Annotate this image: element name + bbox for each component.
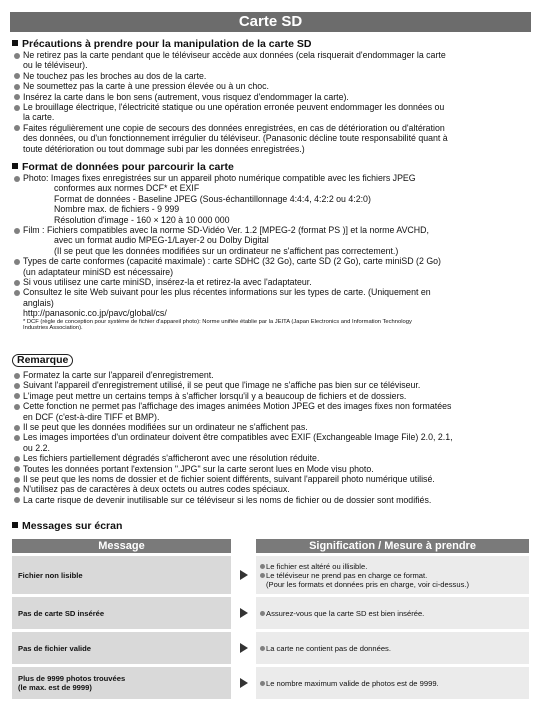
- list-item: Faites régulièrement une copie de secours des données enregistrées, en cas de détérioration ou d'altération des données, ou d'un fonctionnement irrégulier du téléviseur. (Panasonic décline toute responsabilité quant à toute détérioration ou tout dommage subi par les données enregistrées.): [12, 123, 531, 154]
- messages-section: [12, 520, 531, 532]
- list-item: Ne retirez pas la carte pendant que le téléviseur accède aux données (cela risquerait d'endommager la carte ou le téléviseur).: [12, 50, 531, 71]
- card-types-item: Types de carte conformes (capacité maximale) : carte SDHC (32 Go), carte SD (2 Go), carte miniSD (2 Go) (un adaptateur miniSD est nécessaire): [12, 256, 531, 277]
- list-item: Ne touchez pas les broches au dos de la carte.: [12, 71, 531, 81]
- remarque-list: [12, 370, 531, 505]
- list-item: Insérez la carte dans le bon sens (autrement, vous risquez d'endommager la carte).: [12, 92, 531, 102]
- precautions-list: [12, 50, 531, 154]
- messages-heading: Messages sur écran: [12, 520, 531, 532]
- list-item: Il se peut que les noms de dossier et de fichier soient différents, suivant l'appareil photo numérique utilisé.: [12, 474, 531, 484]
- solution-cell: [256, 667, 529, 699]
- solution-cell: [256, 632, 529, 664]
- solution-cell: [256, 556, 529, 594]
- support-url: http://panasonic.co.jp/pavc/global/cs/: [23, 308, 167, 319]
- film-format-item: Film : Fichiers compatibles avec la norme SD-Vidéo Ver. 1.2 [MPEG-2 (format PS )] et la norme AVCHD, avec un format audio MPEG-1/Layer-2 ou Dolby Digital (Il se peut que les données modifiées sur un ordinateur ne s'affichent pas correctement.): [12, 225, 531, 256]
- list-item: Ne soumettez pas la carte à une pression élevée ou à un choc.: [12, 81, 531, 91]
- photo-format-item: Photo: Images fixes enregistrées sur un appareil photo numérique compatible avec les fichiers JPEG conformes aux normes DCF* et EXIF Format de données - Baseline JPEG (Sous-échantillonnage 4:4:4, 4:2:2 ou 4:2:0) Nombre max. de fichiers - 9 999 Résolution d'image - 160 × 120 à 10 000 000: [12, 173, 531, 225]
- list-item: La carte risque de devenir inutilisable sur ce téléviseur si les noms de fichier ou de dossier sont modifiés.: [12, 495, 531, 505]
- table-row: [12, 632, 529, 664]
- list-item: La carte ne contient pas de données.: [258, 644, 529, 653]
- arrow-right-icon: [231, 556, 256, 594]
- page-title: Carte SD: [10, 12, 531, 32]
- list-item: N'utilisez pas de caractères à deux octets ou autres codes spéciaux.: [12, 484, 531, 494]
- message-cell: Pas de carte SD insérée: [12, 597, 231, 629]
- message-cell: Fichier non lisible: [12, 556, 231, 594]
- list-item: Il se peut que les données modifiées sur un ordinateur ne s'affichent pas.: [12, 422, 531, 432]
- list-item: Suivant l'appareil d'enregistrement utilisé, il se peut que l'image ne s'affiche pas bien sur ce téléviseur.: [12, 380, 531, 390]
- list-item: Les images importées d'un ordinateur doivent être compatibles avec EXIF (Exchangeable Image File) 2.0, 2.1, ou 2.2.: [12, 432, 531, 453]
- arrow-right-icon: [231, 597, 256, 629]
- remarque-section: [12, 350, 531, 505]
- message-cell: Plus de 9999 photos trouvées (le max. est de 9999): [12, 667, 231, 699]
- messages-table: [12, 539, 529, 702]
- list-item: Formatez la carte sur l'appareil d'enregistrement.: [12, 370, 531, 380]
- arrow-right-icon: [231, 667, 256, 699]
- arrow-right-icon: [231, 632, 256, 664]
- minisd-item: Si vous utilisez une carte miniSD, insérez-la et retirez-la avec l'adaptateur.: [12, 277, 531, 287]
- list-item: Cette fonction ne permet pas l'affichage des images animées Motion JPEG et des images fixes non formatées en DCF (c'est-à-dire TIFF et BMP).: [12, 401, 531, 422]
- list-item: Toutes les données portant l'extension ".JPG" sur la carte seront lues en Mode visu photo.: [12, 464, 531, 474]
- precautions-heading: Précautions à prendre pour la manipulation de la carte SD: [12, 38, 531, 50]
- format-list: [12, 173, 531, 332]
- precautions-section: [12, 38, 531, 154]
- table-row: [12, 556, 529, 594]
- list-item: Assurez-vous que la carte SD est bien insérée.: [258, 609, 529, 618]
- message-cell: Pas de fichier valide: [12, 632, 231, 664]
- square-bullet-icon: [12, 40, 18, 46]
- list-item: L'image peut mettre un certains temps à s'afficher lorsqu'il y a beaucoup de fichiers et de dossiers.: [12, 391, 531, 401]
- list-item: Le nombre maximum valide de photos est de 9999.: [258, 679, 529, 688]
- list-item: Les fichiers partiellement dégradés s'afficheront avec une résolution réduite.: [12, 453, 531, 463]
- format-heading: Format de données pour parcourir la carte: [12, 161, 531, 173]
- list-item: Le téléviseur ne prend pas en charge ce format. (Pour les formats et données pris en charge, voir ci-dessus.): [258, 571, 529, 589]
- square-bullet-icon: [12, 163, 18, 169]
- column-header-message: Message: [12, 539, 231, 553]
- dcf-footnote: * DCF (règle de conception pour système de fichier d'appareil photo): Norme unifiée établie par la JEITA (Japan Electronics and Information Technology Industries Association).: [23, 318, 412, 332]
- remarque-label: Remarque: [12, 350, 531, 368]
- format-section: [12, 161, 531, 332]
- list-item: Le fichier est altéré ou illisible.: [258, 562, 529, 571]
- table-row: [12, 667, 529, 699]
- square-bullet-icon: [12, 522, 18, 528]
- list-item: Le brouillage électrique, l'électricité statique ou une opération erronée peuvent endommager les données ou la carte.: [12, 102, 531, 123]
- solution-cell: [256, 597, 529, 629]
- column-header-solution: Signification / Mesure à prendre: [256, 539, 529, 553]
- table-header: [12, 539, 529, 553]
- consult-item: Consultez le site Web suivant pour les plus récentes informations sur les types de carte. (Uniquement en anglais): [12, 287, 531, 308]
- table-row: [12, 597, 529, 629]
